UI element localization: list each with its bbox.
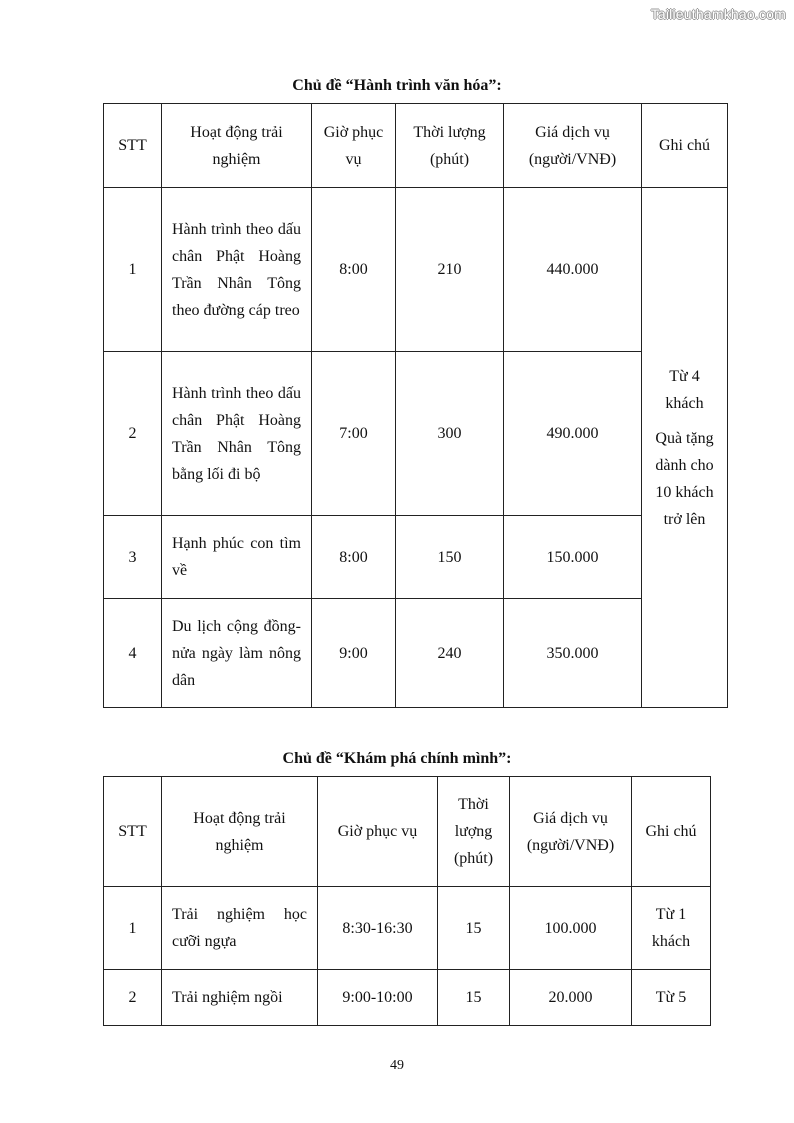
table2-caption: Chủ đề “Khám phá chính mình”: <box>282 750 512 767</box>
row-duration: 15 <box>438 887 510 970</box>
table-row <box>104 970 711 1026</box>
row-time: 8:00 <box>312 516 396 599</box>
row-price: 20.000 <box>510 970 632 1026</box>
row-activity: Trải nghiệm ngồi <box>162 970 318 1026</box>
row-price: 490.000 <box>504 352 642 516</box>
table-row <box>104 188 728 352</box>
header-time: Giờ phục vụ <box>318 777 438 887</box>
row-duration: 300 <box>396 352 504 516</box>
row-duration: 210 <box>396 188 504 352</box>
header-duration: Thời lượng (phút) <box>438 777 510 887</box>
header-stt: STT <box>104 777 162 887</box>
row-note: Từ 1 khách <box>632 887 711 970</box>
row-duration: 240 <box>396 599 504 708</box>
row-time: 9:00 <box>312 599 396 708</box>
watermark: Tailieuthamkhao.com <box>650 6 786 22</box>
table1-header-row <box>104 104 728 188</box>
note-min-guests: Từ 4 khách <box>665 367 704 412</box>
table-row <box>104 887 711 970</box>
row-time: 7:00 <box>312 352 396 516</box>
table-row <box>104 352 728 516</box>
header-activity: Hoạt động trải nghiệm <box>162 104 312 188</box>
row-price: 150.000 <box>504 516 642 599</box>
row-activity: Trải nghiệm học cưỡi ngựa <box>162 887 318 970</box>
header-price: Giá dịch vụ (người/VNĐ) <box>504 104 642 188</box>
table2 <box>103 776 711 1026</box>
row-note: Từ 5 <box>632 970 711 1026</box>
header-note: Ghi chú <box>632 777 711 887</box>
row-duration: 150 <box>396 516 504 599</box>
row-price: 100.000 <box>510 887 632 970</box>
row-time: 9:00-10:00 <box>318 970 438 1026</box>
header-duration: Thời lượng (phút) <box>396 104 504 188</box>
table1 <box>103 103 728 708</box>
header-note: Ghi chú <box>642 104 728 188</box>
table-row <box>104 516 728 599</box>
row-stt: 2 <box>104 352 162 516</box>
table-row <box>104 599 728 708</box>
row-activity: Hành trình theo dấu chân Phật Hoàng Trần Nhân Tông bằng lối đi bộ <box>162 352 312 516</box>
row-stt: 4 <box>104 599 162 708</box>
page-number: 49 <box>390 1058 404 1073</box>
header-price: Giá dịch vụ (người/VNĐ) <box>510 777 632 887</box>
group-note <box>642 188 728 708</box>
row-stt: 1 <box>104 887 162 970</box>
row-duration: 15 <box>438 970 510 1026</box>
table2-header-row <box>104 777 711 887</box>
row-stt: 2 <box>104 970 162 1026</box>
header-activity: Hoạt động trải nghiệm <box>162 777 318 887</box>
row-time: 8:30-16:30 <box>318 887 438 970</box>
row-time: 8:00 <box>312 188 396 352</box>
row-activity: Hành trình theo dấu chân Phật Hoàng Trần Nhân Tông theo đường cáp treo <box>162 188 312 352</box>
header-stt: STT <box>104 104 162 188</box>
row-price: 350.000 <box>504 599 642 708</box>
row-activity: Hạnh phúc con tìm về <box>162 516 312 599</box>
header-time: Giờ phục vụ <box>312 104 396 188</box>
row-activity: Du lịch cộng đồng- nửa ngày làm nông dân <box>162 599 312 708</box>
row-stt: 1 <box>104 188 162 352</box>
table1-caption: Chủ đề “Hành trình văn hóa”: <box>292 77 502 94</box>
row-stt: 3 <box>104 516 162 599</box>
row-price: 440.000 <box>504 188 642 352</box>
note-gift: Quà tặng dành cho 10 khách trở lên <box>655 429 714 528</box>
